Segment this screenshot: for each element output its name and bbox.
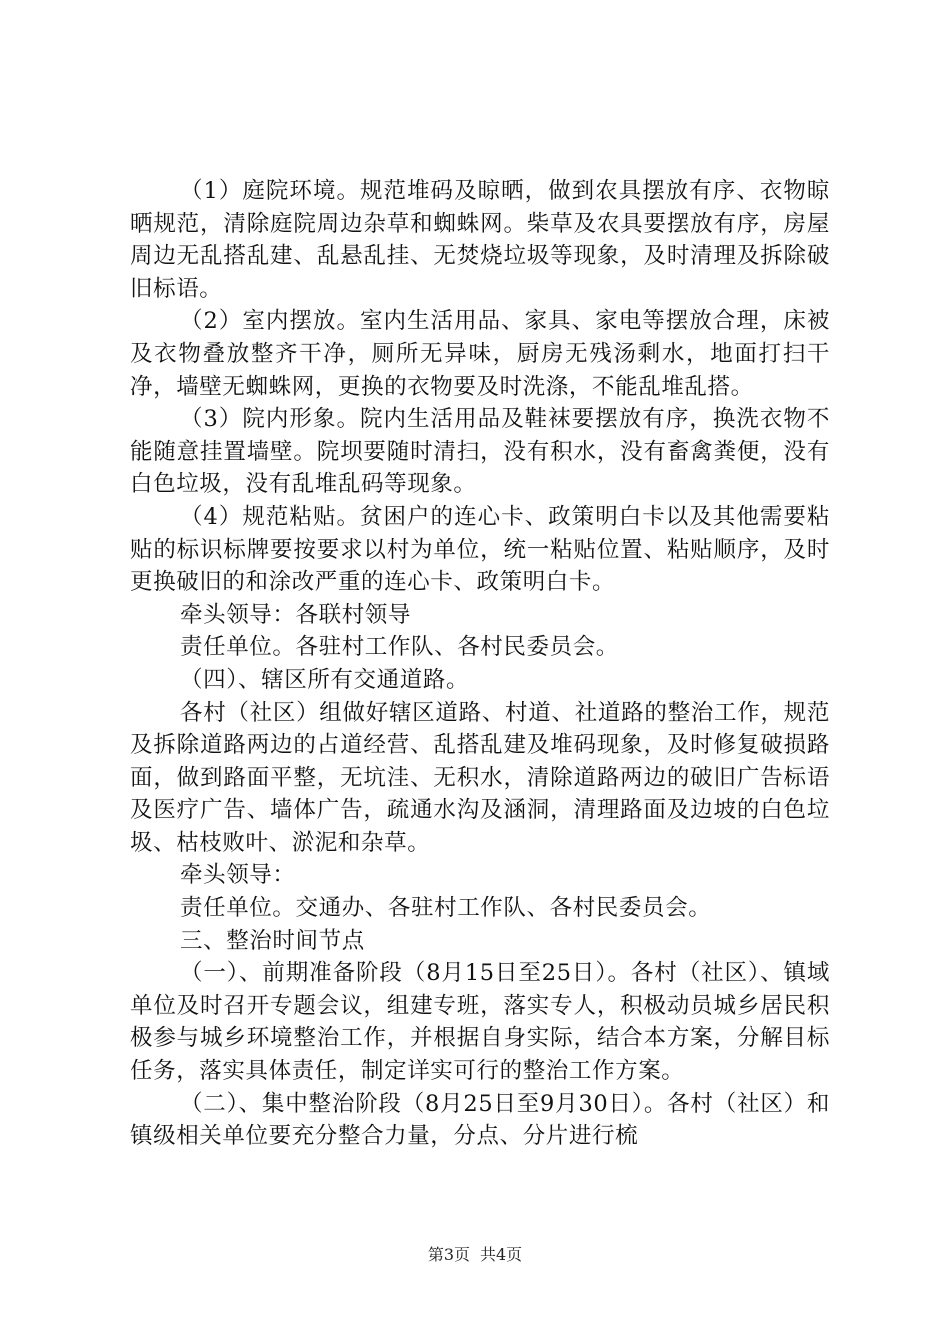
paragraph-yard-appearance: （3）院内形象。院内生活用品及鞋袜要摆放有序，换洗衣物不能随意挂置墙壁。院坝要随时清扫，没有积水，没有畜禽粪便，没有白色垃圾，没有乱堆乱码等现象。 — [130, 406, 830, 498]
section-heading-roads: （四）、辖区所有交通道路。 — [180, 666, 470, 693]
document-body — [130, 175, 830, 1153]
paragraph-focused-rectification-stage: （二）、集中整治阶段（8月25日至9月30日）。各村（社区）和镇级相关单位要充分整合力量，分点、分片进行梳 — [130, 1090, 830, 1150]
paragraph-lead-leader-1: 牵头领导：各联村领导 — [180, 601, 412, 628]
paragraph-indoor-arrangement: （2）室内摆放。室内生活用品、家具、家电等摆放合理，床被及衣物叠放整齐干净，厕所无异味，厨房无残汤剩水，地面打扫干净，墙壁无蜘蛛网，更换的衣物要及时洗涤，不能乱堆乱搭。 — [130, 308, 830, 400]
page-footer — [0, 1245, 950, 1265]
section-heading-timeline: 三、整治时间节点 — [180, 927, 365, 954]
paragraph-standard-posting: （4）规范粘贴。贫困户的连心卡、政策明白卡以及其他需要粘贴的标识标牌要按要求以村为单位，统一粘贴位置、粘贴顺序，及时更换破旧的和涂改严重的连心卡、政策明白卡。 — [130, 503, 830, 596]
paragraph-courtyard-environment: （1）庭院环境。规范堆码及晾晒，做到农具摆放有序、衣物晾晒规范，清除庭院周边杂草和蜘蛛网。柴草及农具要摆放有序，房屋周边无乱搭乱建、乱悬乱挂、无焚烧垃圾等现象，及时清理及拆除破旧标语。 — [130, 178, 830, 302]
paragraph-preparation-stage: （一）、前期准备阶段（8月15日至25日）。各村（社区）、镇域单位及时召开专题会议，组建专班，落实专人，积极动员城乡居民积极参与城乡环境整治工作，并根据自身实际，结合本方案，分解目标任务，落实具体责任，制定详实可行的整治工作方案。 — [130, 960, 830, 1085]
paragraph-responsible-unit-2: 责任单位。交通办、各驻村工作队、各村民委员会。 — [180, 895, 712, 922]
paragraph-road-rectification: 各村（社区）组做好辖区道路、村道、社道路的整治工作，规范及拆除道路两边的占道经营、乱搭乱建及堆码现象，及时修复破损路面，做到路面平整，无坑洼、无积水，清除道路两边的破旧广告标语及医疗广告、墙体广告，疏通水沟及涵洞，清理路面及边坡的白色垃圾、枯枝败叶、淤泥和杂草。 — [130, 699, 830, 856]
page-total: 共4页 — [480, 1245, 523, 1264]
page-number: 第3页 — [427, 1245, 470, 1264]
paragraph-responsible-unit-1: 责任单位。各驻村工作队、各村民委员会。 — [180, 634, 619, 661]
paragraph-lead-leader-2: 牵头领导： — [180, 862, 296, 889]
